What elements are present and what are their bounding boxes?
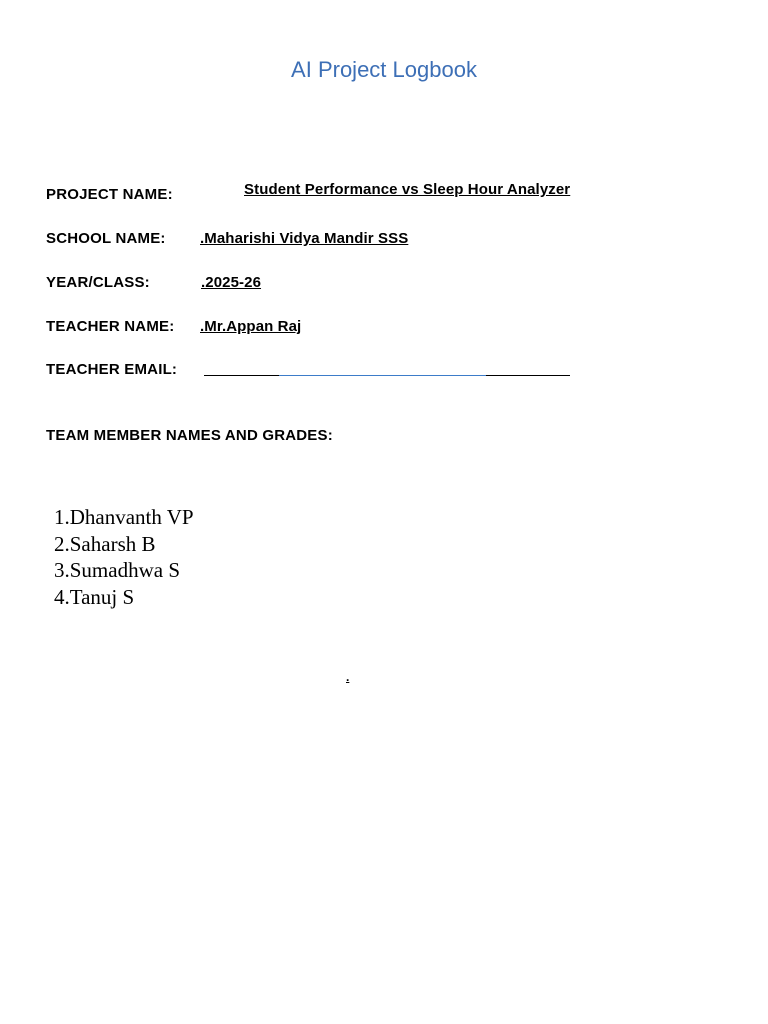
teacher-name-label: TEACHER NAME: <box>46 318 175 335</box>
school-name-label: SCHOOL NAME: <box>46 230 166 247</box>
teacher-name-value: .Mr.Appan Raj <box>200 318 302 335</box>
list-item: 2.Saharsh B <box>54 531 156 556</box>
school-name-value: .Maharishi Vidya Mandir SSS <box>200 230 409 247</box>
list-item: 4.Tanuj S <box>54 584 135 609</box>
stray-mark: . <box>346 670 350 684</box>
project-name-label: PROJECT NAME: <box>46 186 173 203</box>
year-class-value: .2025-26 <box>201 274 262 291</box>
list-item: 3.Sumadhwa S <box>54 558 180 582</box>
teacher-email-label: TEACHER EMAIL: <box>46 361 178 378</box>
team-member-list <box>54 504 194 610</box>
year-class-label: YEAR/CLASS: <box>46 274 150 291</box>
project-name-value: Student Performance vs Sleep Hour Analyzer <box>244 181 571 198</box>
teacher-email-link-line[interactable] <box>279 375 486 376</box>
list-item: 1.Dhanvanth VP <box>54 505 194 529</box>
team-heading: TEAM MEMBER NAMES AND GRADES: <box>46 427 333 444</box>
page-title: AI Project Logbook <box>291 57 477 82</box>
